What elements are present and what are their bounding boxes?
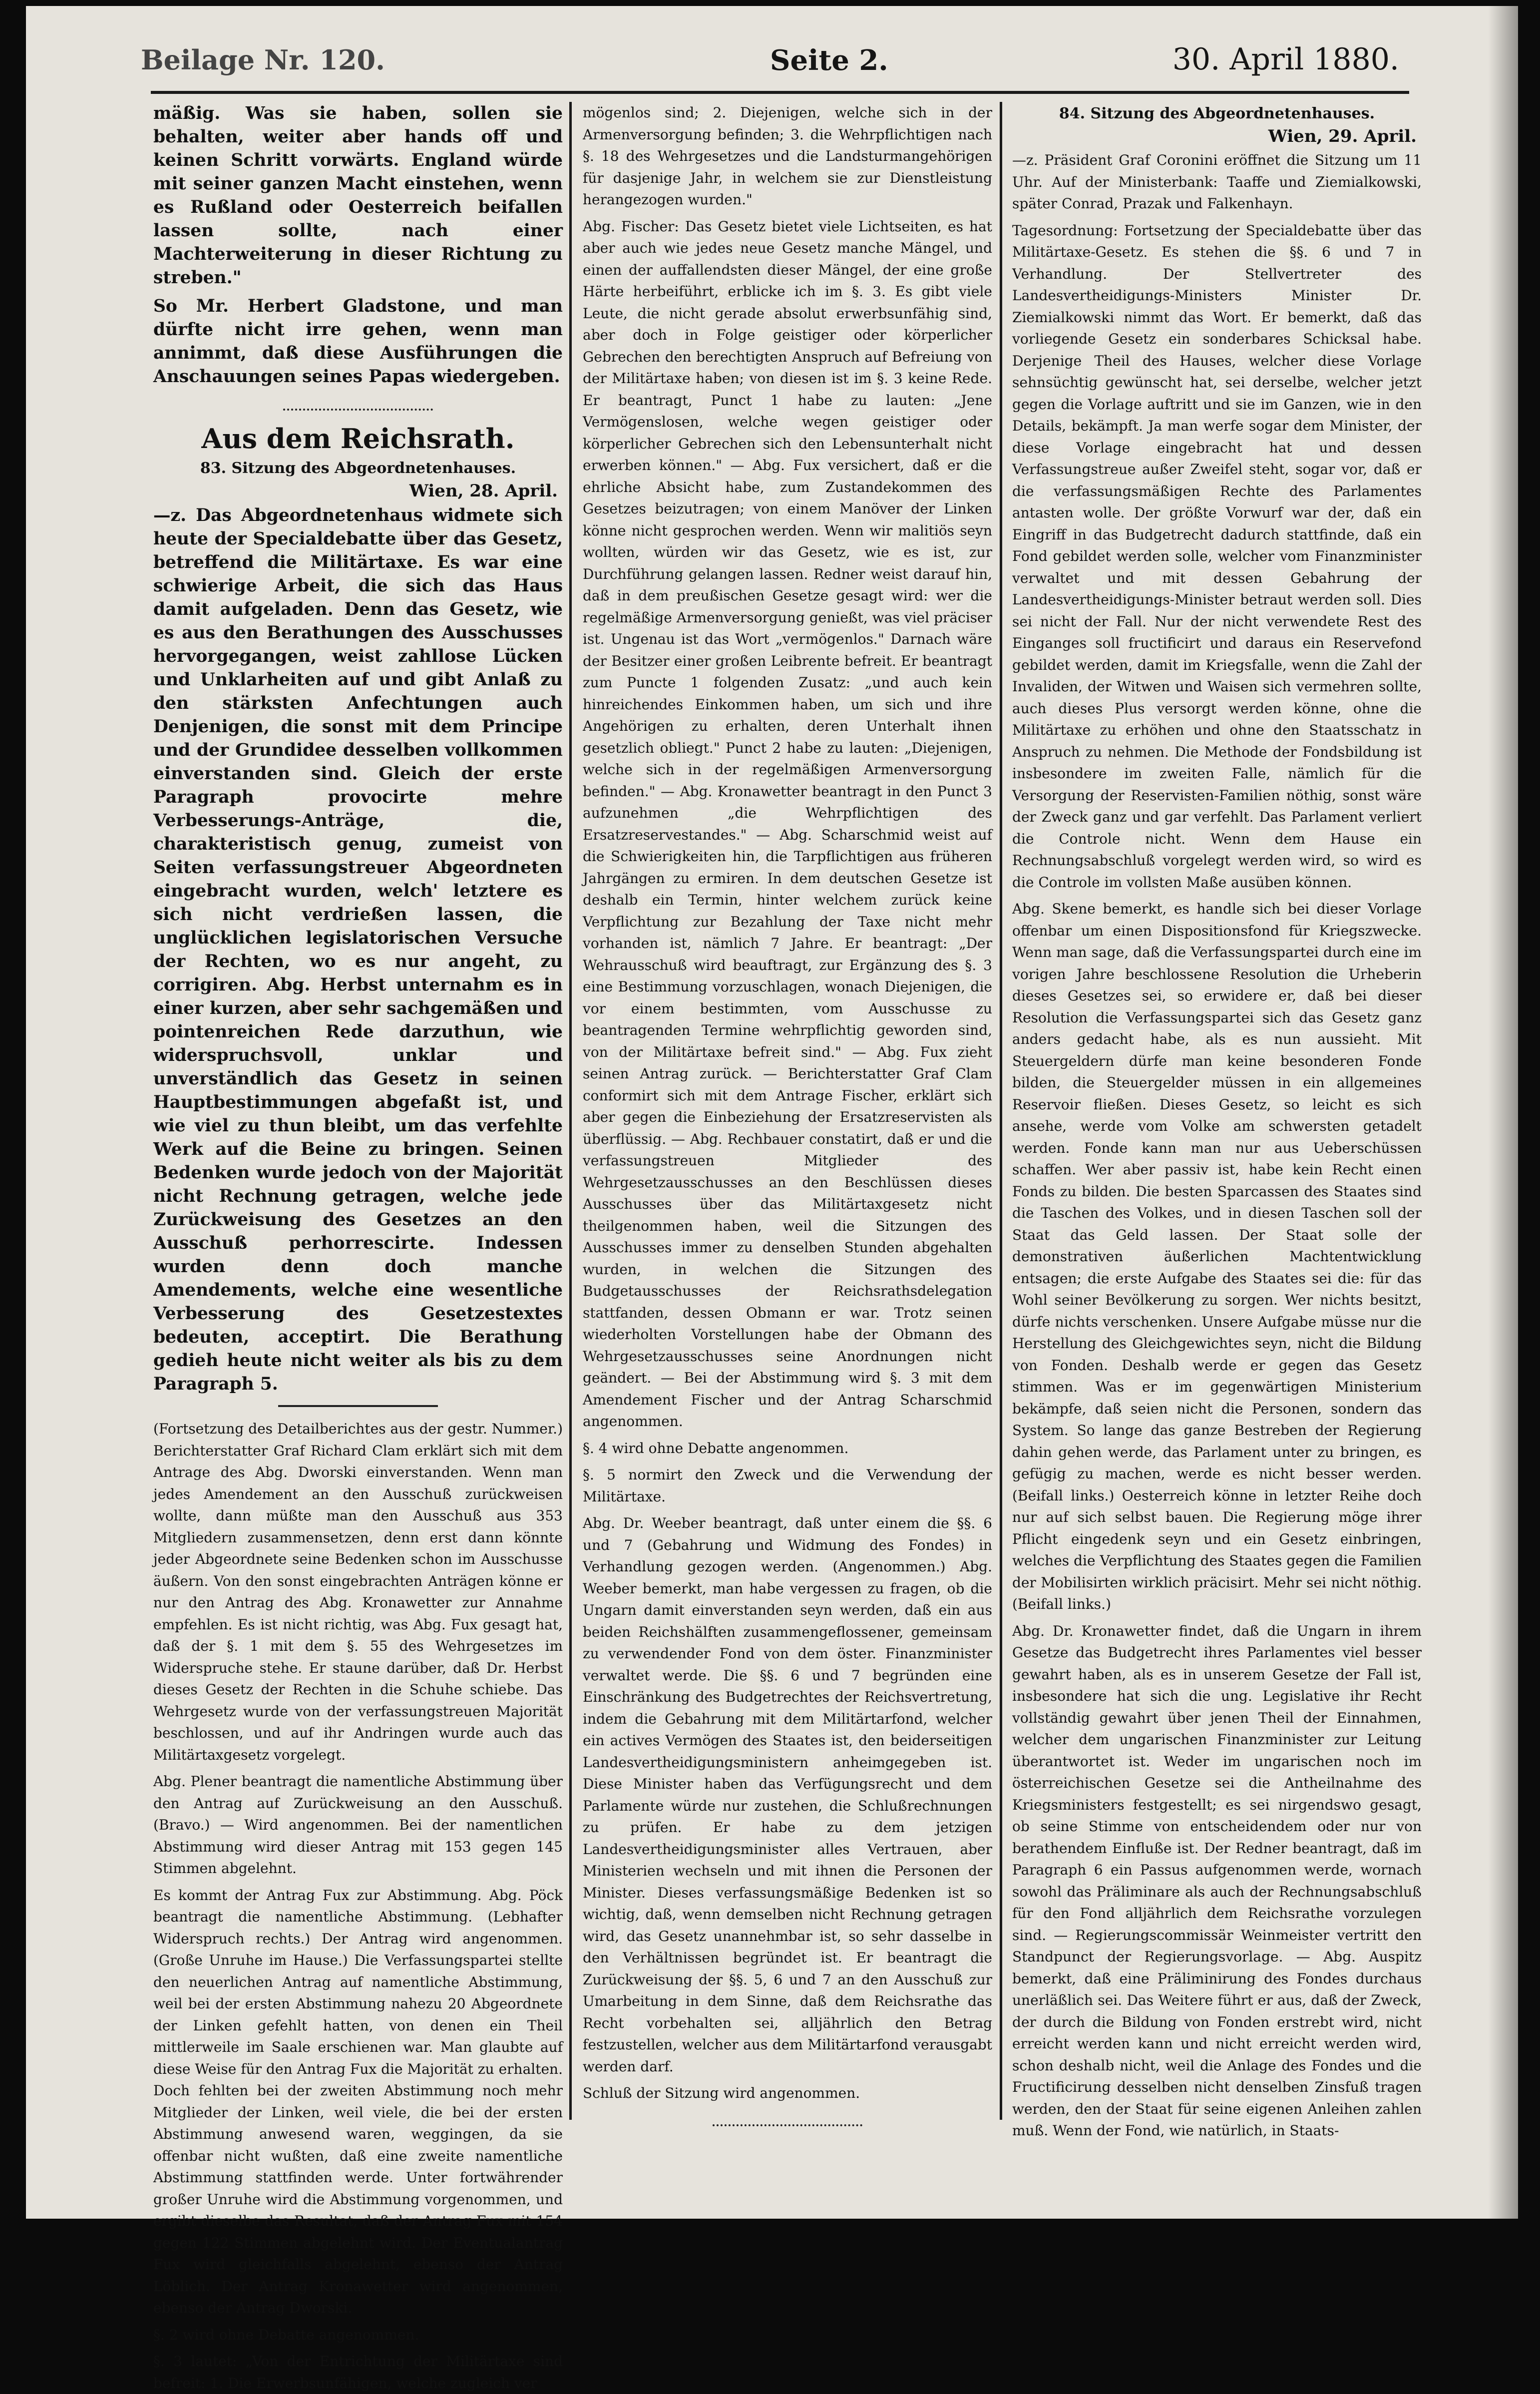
binding-shadow bbox=[1488, 6, 1518, 2219]
kronawetter-speech: Abg. Dr. Kronawetter findet, daß die Ungarn in ihrem Gesetze das Budgetrecht ihres Parlamentes viel besser gewahrt haben, als es in unserem Gesetze der Fall ist, insbesondere hat sich die ung. Legislative ihr Recht vollständig gewahrt über jenen Theil der Einnahmen, welcher dem ungarischen Finanzminister zur Leitung überantwortet ist. Weder im ungarischen noch im österreichischen Gesetze sei die Antheilnahme des Kriegsministers festgestellt; es sei nirgendswo gesagt, ob seine Stimme von entscheidendem oder nur von berathendem Einfluße ist. Der Redner beantragt, daß im Paragraph 6 ein Passus aufgenommen werde, wornach sowohl das Präliminare als auch der Rechnungsabschluß für den Fond alljährlich dem Reichsrathe vorzulegen sind. — Regierungscommissär Weinmeister vertritt den Standpunct der Regierungsvorlage. — Abg. Auspitz bemerkt, daß eine Präliminirung des Fondes durchaus unerläßlich sei. Das Weitere führt er aus, daß der Zweck, der durch die Bildung von Fonden erstrebt wird, nicht erreicht werden kann und nicht erreicht werden wird, schon deshalb nicht, weil die Anlage des Fondes und die Fructificirung desselben nicht denselben Zinsfuß tragen werden, den der Staat für seine eigenen Anleihen zahlen muß. Wenn der Fond, wie natürlich, in Staats- bbox=[1012, 1622, 1422, 2139]
sitting-heading-84: 84. Sitzung des Abgeordnetenhauses. bbox=[1059, 105, 1375, 122]
newspaper-page bbox=[26, 6, 1518, 2392]
column-middle bbox=[583, 102, 992, 2120]
paragraph-5: §. 5 normirt den Zweck und die Verwendung der Militärtaxe. bbox=[583, 1466, 992, 1505]
issue-label: Beilage Nr. 120. bbox=[141, 44, 385, 76]
column-left bbox=[153, 102, 563, 2392]
end-divider bbox=[713, 2115, 862, 2126]
agenda-text: Tagesordnung: Fortsetzung der Specialdebatte über das Militärtaxe-Gesetz. Es stehen die §§. 6 und 7 in Verhandlung. Der Stellvertreter des Landesvertheidigungs-Ministers Minister Dr. Ziemialkowski nimmt das Wort. Er bemerkt, daß das vorliegende Gesetz ein sonderbares Schicksal habe. Derjenige Theil des Hauses, welcher diese Vorlage sehnsüchtig gewünscht hat, sei derselbe, welcher jetzt gegen die Vorlage auftritt und sie im Ganzen, wie in den Details, bekämpft. Ja man werfe sogar dem Minister, der diese Vorlage eingebracht hat und dessen Verfassungstreue außer Zweifel steht, sogar vor, daß er die verfassungsmäßigen Rechte des Parlamentes antasten wolle. Der größte Vorwurf war der, daß ein Eingriff in das Budgetrecht dadurch stattfinde, daß ein Fond gebildet werden solle, welcher vom Finanzminister verwaltet und mit dessen Gebahrung der Landesvertheidigungs-Minister betraut werden soll. Dies sei nicht der Fall. Nur der nicht verwendete Rest des Einganges soll fructificirt und daraus ein Reservefond gebildet werden, damit im Kriegsfalle, wenn die Zahl der Invaliden, der Witwen und Waisen sich vermehren sollte, auch dieses Plus versorgt werden könne, ohne die Militärtaxe zu erhöhen und ohne den Staatsschatz in Anspruch zu nehmen. Die Methode der Fondsbildung ist insbesondere im zweiten Falle, nämlich für die Versorgung der Reservisten-Familien nöthig, sonst wäre der Zweck ganz und gar verfehlt. Das Parlament verliert die Controle nicht. Wenn dem Hause ein Rechnungsabschluß vorgelegt werden wird, so wird es die Controle im vollsten Maße ausüben können. bbox=[1012, 222, 1422, 891]
column-rule-2 bbox=[1000, 102, 1002, 2120]
column-right bbox=[1012, 102, 1422, 2139]
sitting-heading: 83. Sitzung des Abgeordnetenhauses. bbox=[200, 460, 516, 477]
article-rule bbox=[278, 1405, 438, 1407]
article-continuation-end: So Mr. Herbert Gladstone, und man dürfte nicht irre gehen, wenn man annimmt, daß diese Ausführungen die Anschauungen seines Papas wiedergeben. bbox=[153, 296, 563, 387]
section-divider bbox=[283, 400, 433, 411]
skene-speech: Abg. Skene bemerkt, es handle sich bei dieser Vorlage offenbar um einen Dispositionsfond für Kriegszwecke. Wenn man sage, daß die Verfassungspartei durch eine im vorigen Jahre beschlossene Resolution die Urheberin dieses Gesetzes sei, so erwidere er, daß bei dieser Resolution die Verfassungspartei sich das Gesetz ganz anders gedacht habe, als es nun aussieht. Mit Steuergeldern dürfe man keine besonderen Fonde bilden, die Steuergelder müssen in ein allgemeines Reservoir fließen. Dieses Gesetz, so leicht es sich ansehe, werde vom Volke am schwersten getadelt werden. Fonde kann man nur aus Ueberschüssen schaffen. Wer aber passiv ist, habe kein Recht einen Fonds zu bilden. Die besten Sparcassen des Staates sind die Taschen des Volkes, und in diesen Taschen soll der Staat das Geld lassen. Der Staat solle der demonstrativen äußerlichen Machtentwicklung entsagen; die erste Aufgabe des Staates sei die: für das Wohl seiner Bevölkerung zu sorgen. Wer nichts besitzt, dürfe nichts verschenken. Unsere Aufgabe müsse nur die Herstellung des Gleichgewichtes seyn, nicht die Bildung von Fonden. Deshalb werde er gegen das Gesetz stimmen. Was er im gegenwärtigen Ministerium bekämpfe, daß seien nicht die Personen, sondern das System. So lange das ganze Bestreben der Regierung dahin gehen werde, das Parlament unter zu bringen, es gefügig zu machen, werde es nicht besser werden. (Beifall links.) Oesterreich könne in letzter Reihe doch nur auf sich selbst bauen. Die Regierung möge ihrer Pflicht eingedenk seyn und ein Gesetz einbringen, welches die Verpflichtung des Staates gegen die Familien der Mobilisirten wirklich präcisirt. Mehr sei nicht nöthig. (Beifall links.) bbox=[1012, 901, 1422, 1612]
opening-text: —z. Präsident Graf Coronini eröffnet die Sitzung um 11 Uhr. Auf der Ministerbank: Taaffe und Ziemialkowski, später Conrad, Prazak und Falkenhayn. bbox=[1012, 152, 1422, 212]
debate-text: Abg. Fischer: Das Gesetz bietet viele Lichtseiten, es hat aber auch wie jedes neue Gesetz manche Mängel, und einen der auffallendsten dieser Mängel, der eine große Härte herbeiführt, erblicke ich im §. 3. Es gibt viele Leute, die nicht gerade absolut erwerbsunfähig sind, aber doch in Folge geistiger oder körperlicher Gebrechen den berechtigten Anspruch auf Befreiung von der Militärtaxe haben; von diesen ist im §. 3 keine Rede. Er beantragt, Punct 1 habe zu lauten: „Jene Vermögenslosen, welche wegen geistiger oder körperlicher Gebrechen sich den Lebensunterhalt nicht erwerben können." — Abg. Fux versichert, daß er die ehrliche Absicht habe, zum Zustandekommen des Gesetzes beizutragen; von einem Manöver der Linken könne nicht gesprochen werden. Wenn wir malitiös seyn wollten, würden wir das Gesetz, wie es ist, zur Durchführung gelangen lassen. Redner weist darauf hin, daß in dem preußischen Gesetze gesagt wird: wer die regelmäßige Armenversorgung genießt, was viel präciser ist. Ungenau ist das Wort „vermögenlos." Darnach wäre der Besitzer einer großen Leibrente befreit. Er beantragt zum Puncte 1 folgenden Zusatz: „und auch kein hinreichendes Einkommen haben, um sich und ihre Angehörigen zu erhalten, deren Unterhalt ihnen gesetzlich obliegt." Punct 2 habe zu lauten: „Diejenigen, welche sich in der regelmäßigen Armenversorgung befinden." — Abg. Kronawetter beantragt in den Punct 3 aufzunehmen „die Wehrpflichtigen des Ersatzreservestandes." — Abg. Scharschmid weist auf die Schwierigkeiten hin, die Tarpflichtigen aus früheren Jahrgängen zu ermiren. In dem deutschen Gesetze ist deshalb ein Termin, hinter welchem zurück keine Verpflichtung zur Bezahlung der Taxe nicht mehr vorhanden ist, nämlich 7 Jahre. Er beantragt: „Der Wehrausschuß wird beauftragt, zur Ergänzung des §. 3 eine Bestimmung vorzuschlagen, wonach Diejenigen, die vor einem bestimmten, vom Ausschusse zu beantragenden Termine wehrpflichtig geworden sind, von der Militärtaxe befreit sind." — Abg. Fux zieht seinen Antrag zurück. — Berichterstatter Graf Clam conformirt sich mit dem Antrage Fischer, erklärt sich aber gegen die Einbeziehung der Ersatzreservisten als überflüssig. — Abg. Rechbauer constatirt, daß er und die verfassungstreuen Mitglieder des Wehrgesetzausschusses an den Beschlüssen dieses Ausschusses über das Militärtaxgesetz nicht theilgenommen haben, weil die Sitzungen des Ausschusses immer zu denselben Stunden abgehalten wurden, in welchen die Sitzungen des Budgetausschusses der Reichsrathsdelegation stattfanden, dessen Obmann er war. Trotz seinen wiederholten Vorstellungen habe der Obmann des Wehrgesetzausschusses seine Anordnungen nicht geändert. — Bei der Abstimmung wird §. 3 mit dem Amendement Fischer und der Antrag Scharschmid angenommen. bbox=[583, 218, 992, 1430]
article-continuation: mäßig. Was sie haben, sollen sie behalten, weiter aber hands off und keinen Schritt vorwärts. England würde mit seiner ganzen Macht einstehen, wenn es Rußland oder Oesterreich beifallen lassen sollte, nach einer Machterweiterung in dieser Richtung zu streben." bbox=[153, 103, 563, 288]
column-rule-1 bbox=[569, 102, 572, 2120]
dateline: Wien, 28. April. bbox=[409, 481, 558, 501]
detail-report-5: §. 3 lautet: „Von der Entrichtung der Militärtaxe sind befreit: 1. Die Erwerbsunfähigen, welche zugleich ver bbox=[153, 2353, 563, 2392]
detail-report-2: Abg. Plener beantragt die namentliche Abstimmung über den Antrag auf Zurückweisung an den Ausschuß. (Bravo.) — Wird angenommen. Bei der namentlichen Abstimmung wird dieser Antrag mit 153 gegen 145 Stimmen abgelehnt. bbox=[153, 1773, 563, 1877]
sitting-summary: —z. Das Abgeordnetenhaus widmete sich heute der Specialdebatte über das Gesetz, betreffend die Militärtaxe. Es war eine schwierige Arbeit, die sich das Haus damit aufgeladen. Denn das Gesetz, wie es aus den Berathungen des Ausschusses hervorgegangen, weist zahllose Lücken und Unklarheiten auf und gibt Anlaß zu den stärksten Anfechtungen auch Denjenigen, die sonst mit dem Principe und der Grundidee desselben vollkommen einverstanden sind. Gleich der erste Paragraph provocirte mehre Verbesserungs-Anträge, die, charakteristisch genug, zumeist von Seiten verfassungstreuer Abgeordneten eingebracht wurden, welch' letztere es sich nicht verdrießen lassen, die unglücklichen legislatorischen Versuche der Rechten, wo es nur angeht, zu corrigiren. Abg. Herbst unternahm es in einer kurzen, aber sehr sachgemäßen und pointenreichen Rede darzuthun, wie widerspruchsvoll, unklar und unverständlich das Gesetz in seinen Hauptbestimmungen abgefaßt ist, und wie viel zu thun bleibt, um das verfehlte Werk auf die Beine zu bringen. Seinen Bedenken wurde jedoch von der Majorität nicht Rechnung getragen, welche jede Zurückweisung des Gesetzes an den Ausschuß perhorrescirte. Indessen wurden denn doch manche Amendements, welche eine wesentliche Verbesserung des Gesetzestextes bedeuten, acceptirt. Die Berathung gedieh heute nicht weiter als bis zu dem Paragraph 5. bbox=[153, 505, 563, 1394]
paragraph-text: mögenlos sind; 2. Diejenigen, welche sich in der Armenversorgung befinden; 3. die Wehrpflichtigen nach §. 18 des Wehrgesetzes und die Landsturmangehörigen für dasjenige Jahr, in welchem sie zur Dienstleistung herangezogen wurden." bbox=[583, 104, 992, 208]
detail-report-3: Es kommt der Antrag Fux zur Abstimmung. Abg. Pöck beantragt die namentliche Abstimmung. (Lebhafter Widerspruch rechts.) Der Antrag wird angenommen. (Große Unruhe im Hause.) Die Verfassungspartei stellte den neuerlichen Antrag auf namentliche Abstimmung, weil bei der ersten Abstimmung nahezu 20 Abgeordnete der Linken gefehlt hatten, von denen ein Theil mittlerweile im Saale erschienen war. Man glaubte auf diese Weise für den Antrag Fux die Majorität zu erhalten. Doch fehlten bei der zweiten Abstimmung noch mehr Mitglieder der Linken, weil viele, die bei der ersten Abstimmung anwesend waren, weggingen, da sie offenbar nicht wußten, daß eine zweite namentliche Abstimmung stattfinden werde. Unter fortwährender großer Unruhe wird die Abstimmung vorgenommen, und ergibt dieselbe das Resultat, daß der Antrag Fux mit 154 gegen 122 Stimmen abgelehnt wird. Der Eventualantrag Fux wird gleichfalls abgelehnt, ebenso der Antrag Löblich. Der Antrag Kronawetter wird angenommen, ebenso der Antrag Dworski. bbox=[153, 1887, 563, 2316]
detail-report-4: §. 2 wird ohne Debatte angenommen. bbox=[153, 2326, 419, 2343]
issue-date: 30. April 1880. bbox=[1172, 42, 1399, 77]
paragraph-4: §. 4 wird ohne Debatte angenommen. bbox=[583, 1439, 849, 1456]
dateline-29: Wien, 29. April. bbox=[1268, 126, 1417, 146]
page-number: Seite 2. bbox=[770, 44, 888, 77]
session-closing: Schluß der Sitzung wird angenommen. bbox=[583, 2085, 860, 2101]
page-header bbox=[141, 37, 1399, 87]
header-rule bbox=[151, 91, 1409, 94]
detail-report: (Fortsetzung des Detailberichtes aus der gestr. Nummer.) Berichterstatter Graf Richard Clam erklärt sich mit dem Antrage des Abg. Dworski einverstanden. Wenn man jedes Amendement an den Ausschuß zurückweisen wollte, dann müßte man den Ausschuß aus 353 Mitgliedern zusammensetzen, denn erst dann könnte jeder Abgeordnete seine Bedenken schon im Ausschusse äußern. Von den sonst eingebrachten Anträgen könne er nur den Antrag des Abg. Kronawetter zur Annahme empfehlen. Es ist nicht richtig, was Abg. Fux gesagt hat, daß der §. 1 mit dem §. 55 des Wehrgesetzes im Widerspruche stehe. Er staune darüber, daß Dr. Herbst dieses Gesetz der Rechten in die Schuhe schiebe. Das Wehrgesetz wurde von der verfassungstreuen Majorität beschlossen, und auf ihr Andringen wurde auch das Militärtaxgesetz vorgelegt. bbox=[153, 1421, 563, 1763]
weeber-motion: Abg. Dr. Weeber beantragt, daß unter einem die §§. 6 und 7 (Gebahrung und Widmung des Fondes) in Verhandlung gezogen werden. (Angenommen.) Abg. Weeber bemerkt, man habe vergessen zu fragen, ob die Ungarn damit einverstanden seyn werden, daß ein aus beiden Reichshälften zusammengeflossener, gemeinsam zu verwendender Fond von dem öster. Finanzminister verwaltet werde. Die §§. 6 und 7 begründen eine Einschränkung des Budgetrechtes der Reichsvertretung, indem die Gebahrung mit dem Militärtarfond, welcher ein actives Vermögen des Staates ist, den beiderseitigen Landesvertheidigungsministern anheimgegeben ist. Diese Minister haben das Verfügungsrecht und dem Parlamente würde nur zustehen, die Schlußrechnungen zu prüfen. Er habe zu dem jetzigen Landesvertheidigungsminister alles Vertrauen, aber Ministerien wechseln und mit ihnen die Personen der Minister. Dieses verfassungsmäßige Bedenken ist so wichtig, daß, wenn demselben nicht Rechnung getragen wird, das Gesetz unannehmbar ist, so sehr dasselbe in den Verhältnissen begründet ist. Er beantragt die Zurückweisung der §§. 5, 6 und 7 an den Ausschuß zur Umarbeitung in dem Sinne, daß dem Reichsrathe das Recht vorbehalten sei, alljährlich den Betrag festzustellen, welcher aus dem Militärtarfond verausgabt werden darf. bbox=[583, 1515, 992, 2075]
section-title: Aus dem Reichsrath. bbox=[201, 423, 515, 455]
